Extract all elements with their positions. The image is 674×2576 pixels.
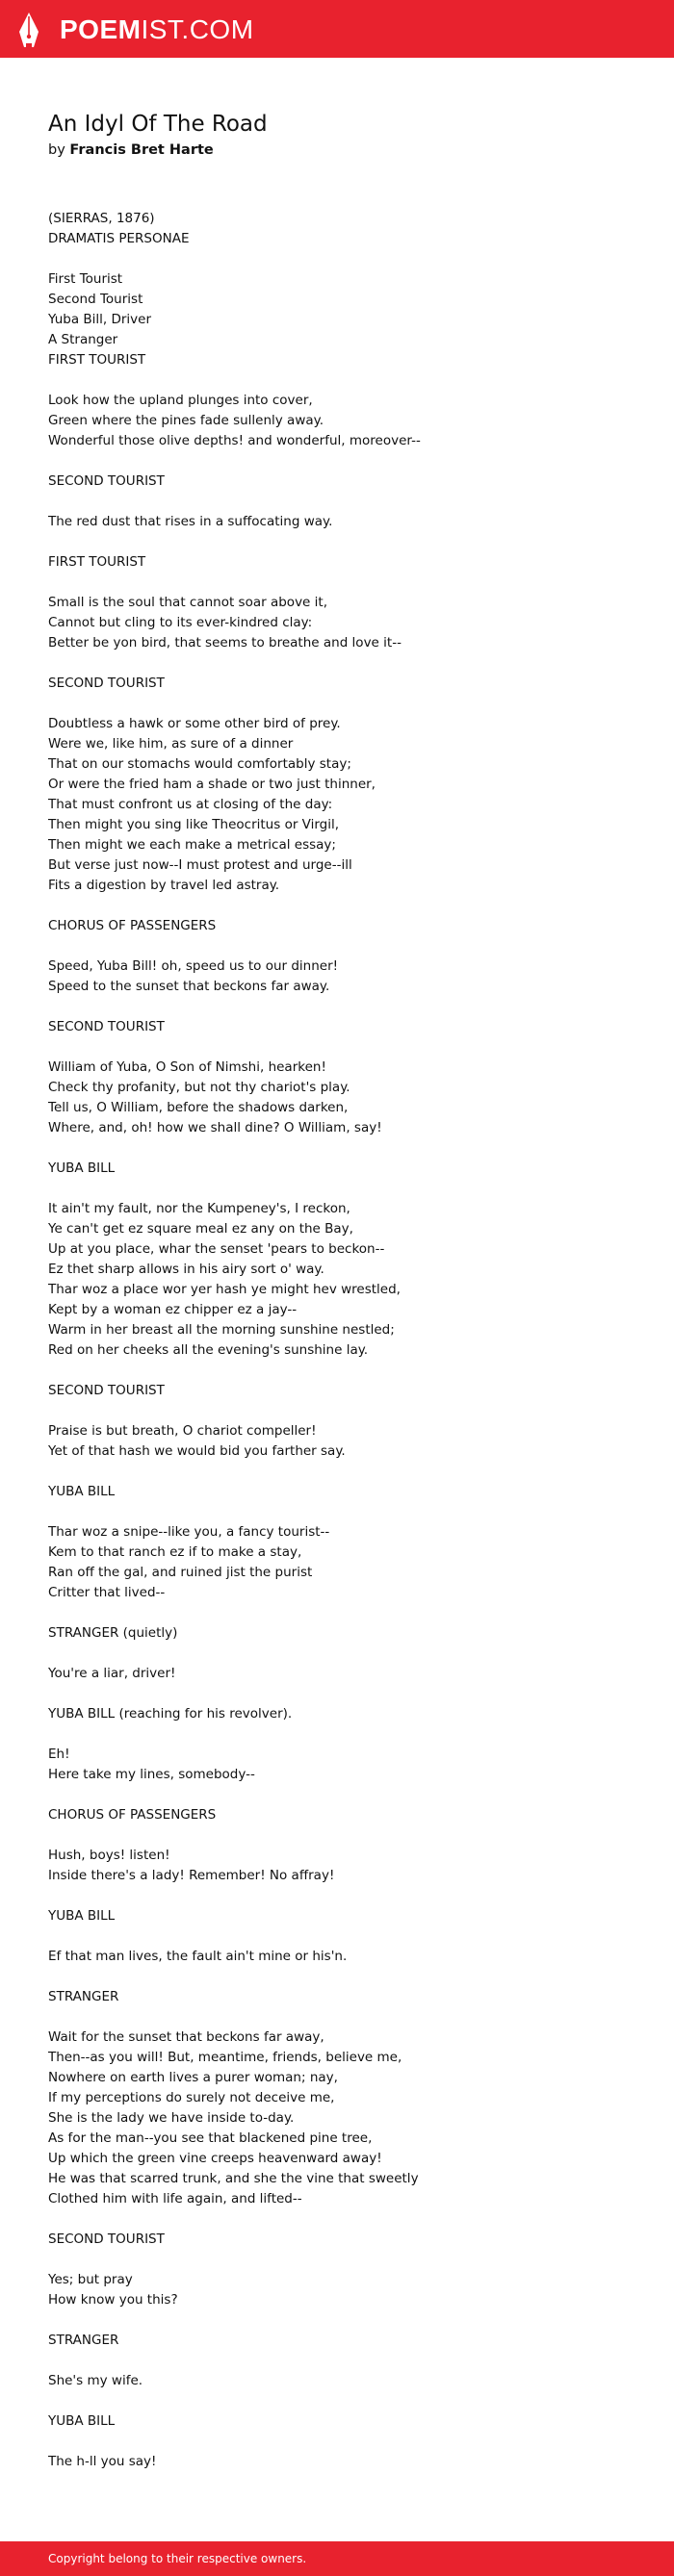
poem-stanza	[48, 391, 626, 451]
poem-line: Small is the soul that cannot soar above it,	[48, 595, 327, 610]
poem-line: SECOND TOURIST	[48, 676, 165, 691]
author-link[interactable]: Francis Bret Harte	[69, 142, 214, 158]
poem-line: Ez thet sharp allows in his airy sort o' way.	[48, 1262, 324, 1277]
poem-line: Yes; but pray	[48, 2272, 133, 2287]
poem-line: Were we, like him, as sure of a dinner	[48, 736, 294, 752]
poem-stanza	[48, 1058, 626, 1138]
poem-line: A Stranger	[48, 332, 118, 347]
poem-stanza	[48, 2411, 626, 2432]
poem-line: FIRST TOURIST	[48, 352, 146, 368]
poem-line: Tell us, O William, before the shadows darken,	[48, 1100, 349, 1115]
logo-text-rest: IST.COM	[141, 14, 254, 44]
poem-stanza	[48, 956, 626, 997]
poem-title: An Idyl Of The Road	[48, 112, 268, 137]
poem-line: STRANGER (quietly)	[48, 1625, 178, 1641]
poem-line: Up which the green vine creeps heavenward away!	[48, 2151, 382, 2166]
poem-stanza	[48, 714, 626, 896]
poem-line: Then might we each make a metrical essay;	[48, 837, 336, 853]
poem-stanza	[48, 1199, 626, 1361]
poem-stanza	[48, 1906, 626, 1926]
poem-stanza	[48, 1381, 626, 1401]
poem-stanza	[48, 916, 626, 936]
poem-line: She is the lady we have inside to-day.	[48, 2110, 295, 2126]
poem-line: That must confront us at closing of the day:	[48, 797, 333, 812]
poem-line: SECOND TOURIST	[48, 2232, 165, 2247]
poem-stanza	[48, 472, 626, 492]
poem-line: YUBA BILL	[48, 1160, 116, 1176]
poem-line: YUBA BILL	[48, 1484, 116, 1499]
poem-line: How know you this?	[48, 2292, 178, 2308]
poem-line: The h-ll you say!	[48, 2454, 157, 2469]
poem-line: STRANGER	[48, 1989, 119, 2004]
poem-line: Inside there's a lady! Remember! No affray!	[48, 1868, 335, 1883]
poem-stanza	[48, 1421, 626, 1462]
poem-line: Here take my lines, somebody--	[48, 1767, 255, 1782]
pen-nib-icon	[17, 11, 40, 49]
poem-line: But verse just now--I must protest and urge--ill	[48, 857, 352, 873]
poem-line: Ye can't get ez square meal ez any on the Bay,	[48, 1221, 353, 1237]
poem-line: Warm in her breast all the morning sunshine nestled;	[48, 1322, 395, 1338]
poem-line: Thar woz a snipe--like you, a fancy tourist--	[48, 1524, 330, 1540]
poem-line: It ain't my fault, nor the Kumpeney's, I reckon,	[48, 1201, 350, 1216]
poem-line: Green where the pines fade sullenly away.	[48, 413, 324, 428]
byline-prefix: by	[48, 142, 65, 158]
poem-line: Hush, boys! listen!	[48, 1848, 170, 1863]
poem-line: As for the man--you see that blackened pine tree,	[48, 2130, 373, 2146]
poem-stanza	[48, 1805, 626, 1825]
poem-line: If my perceptions do surely not deceive me,	[48, 2090, 335, 2105]
logo-text-bold: POEM	[60, 14, 142, 44]
poem-stanza	[48, 2371, 626, 2391]
site-logo-text	[60, 11, 254, 49]
poem-line: CHORUS OF PASSENGERS	[48, 918, 217, 933]
poem-stanza	[48, 1482, 626, 1502]
poem-stanza	[48, 1987, 626, 2007]
poem-line: Then might you sing like Theocritus or Virgil,	[48, 817, 340, 832]
poem-stanza	[48, 1947, 626, 1967]
poem-line: Up at you place, whar the senset 'pears to beckon--	[48, 1241, 385, 1257]
site-logo-link[interactable]	[17, 11, 254, 49]
poem-line: Kem to that ranch ez if to make a stay,	[48, 1544, 302, 1560]
poem-stanza	[48, 1159, 626, 1179]
poem-stanza	[48, 2452, 626, 2472]
poem-line: (SIERRAS, 1876)	[48, 211, 155, 226]
poem-line: Praise is but breath, O chariot compeller!	[48, 1423, 317, 1439]
poem-line: Doubtless a hawk or some other bird of prey.	[48, 716, 341, 731]
poem-line: Better be yon bird, that seems to breathe and love it--	[48, 635, 402, 650]
poem-line: She's my wife.	[48, 2373, 143, 2388]
poem-line: He was that scarred trunk, and she the vine that sweetly	[48, 2171, 419, 2186]
poem-body	[48, 209, 626, 2472]
poem-line: That on our stomachs would comfortably stay;	[48, 756, 351, 772]
poem-line: DRAMATIS PERSONAE	[48, 231, 190, 246]
poem-stanza	[48, 209, 626, 249]
poem-line: YUBA BILL	[48, 2413, 116, 2429]
poem-stanza	[48, 552, 626, 573]
poem-line: Speed, Yuba Bill! oh, speed us to our dinner!	[48, 958, 339, 974]
poem-stanza	[48, 1017, 626, 1037]
poem-line: You're a liar, driver!	[48, 1666, 176, 1681]
poem-stanza	[48, 1522, 626, 1603]
poem-stanza	[48, 674, 626, 694]
poem-stanza	[48, 1846, 626, 1886]
poem-line: YUBA BILL	[48, 1908, 116, 1924]
poem-line: Eh!	[48, 1747, 70, 1762]
poem-line: Where, and, oh! how we shall dine? O William, say!	[48, 1120, 382, 1135]
poem-stanza	[48, 1623, 626, 1644]
poem-line: Wait for the sunset that beckons far away,	[48, 2029, 324, 2045]
poem-stanza	[48, 512, 626, 532]
poem-stanza	[48, 269, 626, 370]
poem-line: Yet of that hash we would bid you farther say.	[48, 1443, 346, 1459]
poem-line: First Tourist	[48, 271, 123, 287]
poem-line: YUBA BILL (reaching for his revolver).	[48, 1706, 293, 1722]
poem-stanza	[48, 1704, 626, 1724]
poem-line: FIRST TOURIST	[48, 554, 146, 570]
poem-stanza	[48, 1745, 626, 1785]
poem-line: Nowhere on earth lives a purer woman; nay,	[48, 2070, 338, 2085]
poem-byline	[48, 140, 626, 161]
poem-line: STRANGER	[48, 2333, 119, 2348]
poem-line: SECOND TOURIST	[48, 473, 165, 489]
poem-stanza	[48, 593, 626, 653]
poem-line: CHORUS OF PASSENGERS	[48, 1807, 217, 1823]
poem-line: Critter that lived--	[48, 1585, 166, 1600]
poem-line: Speed to the sunset that beckons far away.	[48, 979, 330, 994]
poem-line: Look how the upland plunges into cover,	[48, 393, 313, 408]
poem-line: Red on her cheeks all the evening's sunshine lay.	[48, 1342, 369, 1358]
poem-line: Yuba Bill, Driver	[48, 312, 152, 327]
poem-line: Wonderful those olive depths! and wonderful, moreover--	[48, 433, 421, 448]
poem-line: Clothed him with life again, and lifted--	[48, 2191, 302, 2206]
poem-line: SECOND TOURIST	[48, 1383, 165, 1398]
poem-line: William of Yuba, O Son of Nimshi, hearken!	[48, 1059, 326, 1075]
poem-line: Check thy profanity, but not thy chariot's play.	[48, 1080, 350, 1095]
poem-line: Ef that man lives, the fault ain't mine or his'n.	[48, 1949, 348, 1964]
poem-line: Ran off the gal, and ruined jist the purist	[48, 1565, 313, 1580]
poem-line: Kept by a woman ez chipper ez a jay--	[48, 1302, 298, 1317]
poem-line: Second Tourist	[48, 292, 143, 307]
poem-stanza	[48, 2270, 626, 2310]
poem-line: Or were the fried ham a shade or two just thinner,	[48, 777, 376, 792]
poem-line: Thar woz a place wor yer hash ye might hev wrestled,	[48, 1282, 401, 1297]
poem-stanza	[48, 2028, 626, 2209]
poem-stanza	[48, 2331, 626, 2351]
poem-stanza	[48, 1664, 626, 1684]
poem-line: Then--as you will! But, meantime, friends, believe me,	[48, 2050, 402, 2065]
poem-content	[48, 109, 626, 2492]
poem-line: Cannot but cling to its ever-kindred clay:	[48, 615, 313, 630]
footer-copyright: Copyright belong to their respective owners.	[48, 2552, 307, 2565]
site-header	[0, 0, 674, 58]
poem-stanza	[48, 2230, 626, 2250]
poem-line: Fits a digestion by travel led astray.	[48, 878, 280, 893]
site-footer	[0, 2541, 674, 2576]
poem-line: SECOND TOURIST	[48, 1019, 165, 1034]
poem-line: The red dust that rises in a suffocating way.	[48, 514, 333, 529]
